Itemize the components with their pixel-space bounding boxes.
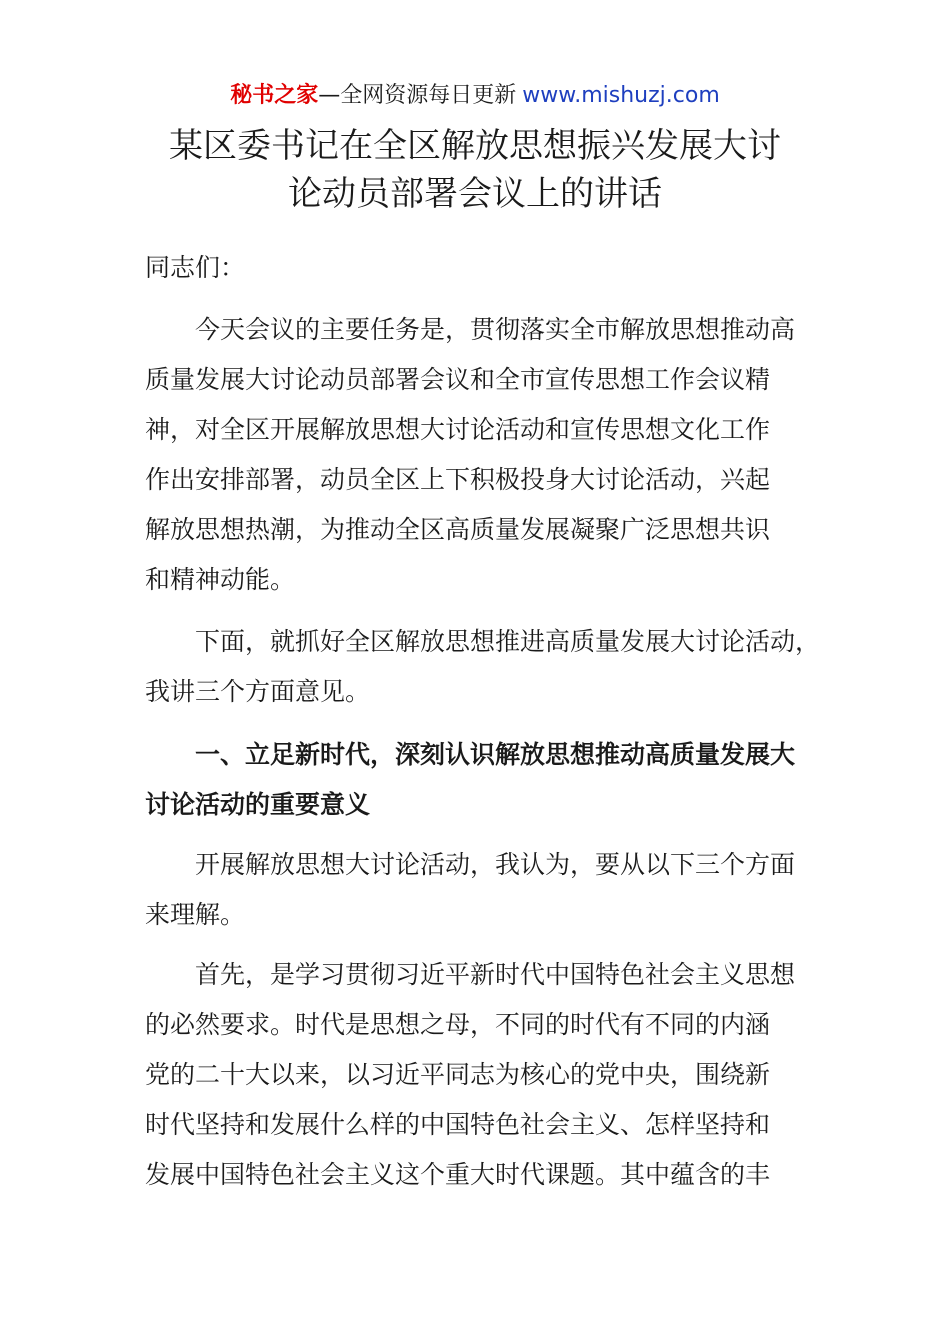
paragraph-line: 我讲三个方面意见。: [145, 677, 371, 706]
paragraph-line: 和精神动能。: [145, 565, 296, 594]
paragraph-line: 来理解。: [145, 900, 246, 929]
paragraph-line: 党的二十大以来，以习近平同志为核心的党中央，围绕新: [145, 1060, 771, 1089]
paragraph-line: 解放思想热潮，为推动全区高质量发展凝聚广泛思想共识: [145, 515, 771, 544]
salutation-text: 同志们：: [145, 253, 246, 282]
paragraph-intro: [145, 305, 825, 605]
paragraph-line: 的必然要求。时代是思想之母，不同的时代有不同的内涵: [145, 1010, 771, 1039]
paragraph-line: 今天会议的主要任务是，贯彻落实全市解放思想推动高: [145, 315, 796, 344]
paragraph-line: 作出安排部署，动员全区上下积极投身大讨论活动，兴起: [145, 465, 771, 494]
header-tagline: —全网资源每日更新: [318, 83, 517, 108]
site-header: [0, 80, 950, 112]
paragraph-line: 发展中国特色社会主义这个重大时代课题。其中蕴含的丰: [145, 1160, 771, 1189]
document-title: [95, 122, 855, 218]
heading-line: 一、立足新时代，深刻认识解放思想推动高质量发展大: [145, 740, 796, 769]
salutation: [145, 243, 825, 293]
paragraph-line: 开展解放思想大讨论活动，我认为，要从以下三个方面: [145, 850, 796, 879]
brand-name: 秘书之家: [230, 83, 319, 108]
heading-line: 讨论活动的重要意义: [145, 790, 371, 819]
paragraph-line: 下面，就抓好全区解放思想推进高质量发展大讨论活动，: [145, 627, 821, 656]
title-line: 某区委书记在全区解放思想振兴发展大讨: [169, 126, 781, 166]
paragraph-outline: [145, 617, 825, 717]
paragraph-line: 神，对全区开展解放思想大讨论活动和宣传思想文化工作: [145, 415, 771, 444]
section-heading-1: [145, 730, 825, 830]
paragraph-understanding: [145, 840, 825, 940]
site-url-link[interactable]: www.mishuzj.com: [522, 83, 720, 108]
paragraph-line: 时代坚持和发展什么样的中国特色社会主义、怎样坚持和: [145, 1110, 771, 1139]
paragraph-line: 首先，是学习贯彻习近平新时代中国特色社会主义思想: [145, 960, 796, 989]
paragraph-line: 质量发展大讨论动员部署会议和全市宣传思想工作会议精: [145, 365, 771, 394]
title-line: 论动员部署会议上的讲话: [288, 174, 662, 214]
paragraph-first-point: [145, 950, 825, 1200]
